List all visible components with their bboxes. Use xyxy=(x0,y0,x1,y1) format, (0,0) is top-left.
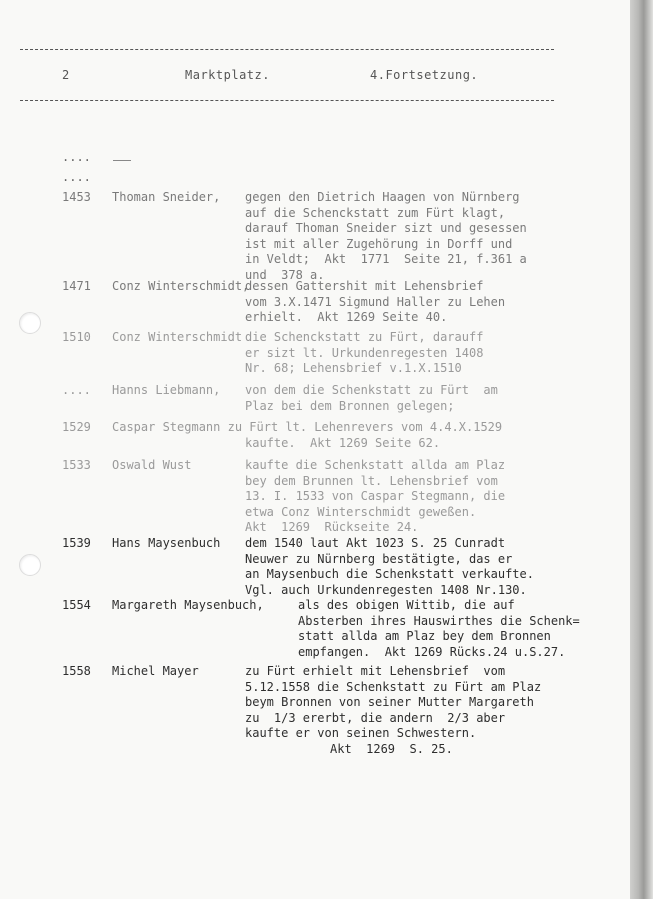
entry-name: Hanns Liebmann, xyxy=(112,383,221,397)
entry-year: 1539 xyxy=(62,536,91,550)
entry-text: von dem die Schenkstatt zu Fürt am Plaz bei dem Bronnen gelegen; xyxy=(245,383,498,413)
entry-text: gegen den Dietrich Haagen von Nürnberg auf die Schenckstatt zum Fürt klagt, darauf Thoman Sneider sizt und gesessen ist mit aller Zugehörung in Dorff und in Veldt; Akt 1771 Seite 21, f.361 a und 378 a. xyxy=(245,190,527,282)
entry-year: 1510 xyxy=(62,330,91,344)
entry-text: zu Fürt erhielt mit Lehensbrief vom 5.12.1558 die Schenkstatt zu Fürt am Plaz beym Bronnen von seiner Mutter Margareth zu 1/3 ererbt, die andern 2/3 aber kaufte er von seinen Schwestern. xyxy=(245,664,542,740)
entry-name: Oswald Wust xyxy=(112,458,192,472)
entry-name: Margareth Maysenbuch, xyxy=(112,598,264,612)
entry-text: als des obigen Wittib, die auf Absterben ihres Hauswirthes die Schenk= statt allda am Plaz bey dem Bronnen empfangen. Akt 1269 Rücks.24 u.S.27. xyxy=(298,598,580,659)
page-edge-shadow xyxy=(630,0,653,899)
entry-name: Conz Winterschmidt, xyxy=(112,279,250,293)
entry-text: kaufte. Akt 1269 Seite 62. xyxy=(245,435,441,450)
entry-text: dessen Gattershit mit Lehensbrief vom 3.X.1471 Sigmund Haller zu Lehen erhielt. Akt 1269 Seite 40. xyxy=(245,279,506,324)
continuation-label: 4.Fortsetzung. xyxy=(370,68,479,82)
entry-year: .... xyxy=(62,383,91,397)
page-number: 2 xyxy=(62,68,70,82)
entry-year: 1554 xyxy=(62,598,91,612)
entry-name: Caspar Stegmann zu Fürt lt. Lehenrevers vom 4.4.X.1529 xyxy=(112,420,503,434)
entry-text: kaufte die Schenkstatt allda am Plaz bey dem Brunnen lt. Lehensbrief vom 13. I. 1533 von Caspar Stegmann, die etwa Conz Winterschmidt geweßen. Akt 1269 Rückseite 24. xyxy=(245,458,506,534)
entry-name: Thoman Sneider, xyxy=(112,190,221,204)
header-top-rule xyxy=(20,49,554,50)
entry-name: Michel Mayer xyxy=(112,664,199,678)
intro-dash xyxy=(113,160,131,161)
entry-year: 1533 xyxy=(62,458,91,472)
entry-text: die Schenckstatt zu Fürt, darauff er sizt lt. Urkundenregesten 1408 Nr. 68; Lehensbrief v.1.X.1510 xyxy=(245,330,484,375)
entry-year: 1471 xyxy=(62,279,91,293)
entry-closing: Akt 1269 S. 25. xyxy=(330,741,453,756)
entry-name: Hans Maysenbuch xyxy=(112,536,221,550)
intro-dots-2: .... xyxy=(62,170,91,184)
entry-year: 1558 xyxy=(62,664,91,678)
page-title: Marktplatz. xyxy=(185,68,270,82)
punch-hole-bottom xyxy=(19,554,41,576)
entry-text: dem 1540 laut Akt 1023 S. 25 Cunradt Neuwer zu Nürnberg bestätigte, das er an Maysenbuch die Schenkstatt verkaufte. Vgl. auch Urkundenregesten 1408 Nr.130. xyxy=(245,536,534,597)
entry-year: 1529 xyxy=(62,420,91,434)
entry-name: Conz Winterschmidt xyxy=(112,330,243,344)
punch-hole-top xyxy=(19,312,41,334)
intro-dots-1: .... xyxy=(62,150,91,164)
entry-year: 1453 xyxy=(62,190,91,204)
header-bottom-rule xyxy=(20,100,554,101)
